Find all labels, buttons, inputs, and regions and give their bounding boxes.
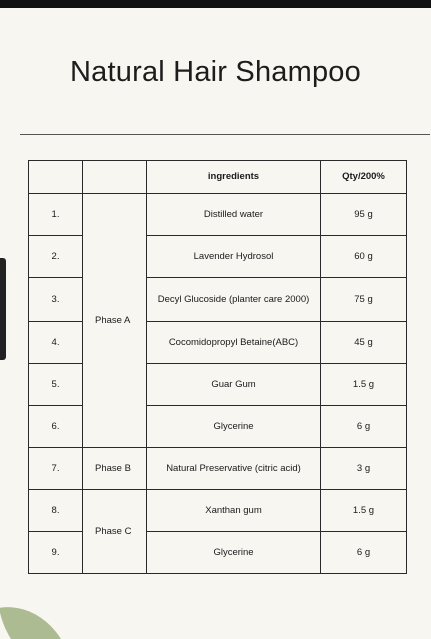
ingredients-table — [28, 160, 407, 574]
phase-cell: Phase A — [83, 194, 147, 448]
qty-cell: 1.5 g — [321, 364, 407, 406]
qty-cell: 75 g — [321, 278, 407, 322]
table-row — [29, 448, 407, 490]
header-phase — [83, 161, 147, 194]
row-number: 2. — [29, 236, 83, 278]
table-row — [29, 490, 407, 532]
header-qty: Qty/200% — [321, 161, 407, 194]
top-bar — [0, 0, 431, 8]
phase-cell: Phase C — [83, 490, 147, 574]
phase-cell: Phase B — [83, 448, 147, 490]
ingredient-cell: Distilled water — [147, 194, 321, 236]
header-num — [29, 161, 83, 194]
qty-cell: 6 g — [321, 406, 407, 448]
ingredient-cell: Natural Preservative (citric acid) — [147, 448, 321, 490]
ingredient-cell: Cocomidopropyl Betaine(ABC) — [147, 322, 321, 364]
ingredient-cell: Glycerine — [147, 532, 321, 574]
table-row — [29, 194, 407, 236]
row-number: 3. — [29, 278, 83, 322]
document-page — [0, 8, 431, 639]
qty-cell: 1.5 g — [321, 490, 407, 532]
qty-cell: 95 g — [321, 194, 407, 236]
row-number: 1. — [29, 194, 83, 236]
header-ingredients: ingredients — [147, 161, 321, 194]
qty-cell: 60 g — [321, 236, 407, 278]
row-number: 6. — [29, 406, 83, 448]
row-number: 4. — [29, 322, 83, 364]
title-divider — [20, 134, 430, 135]
row-number: 9. — [29, 532, 83, 574]
side-tab — [0, 258, 6, 360]
row-number: 5. — [29, 364, 83, 406]
qty-cell: 3 g — [321, 448, 407, 490]
qty-cell: 6 g — [321, 532, 407, 574]
ingredient-cell: Xanthan gum — [147, 490, 321, 532]
leaf-decoration — [0, 597, 73, 639]
ingredient-cell: Decyl Glucoside (planter care 2000) — [147, 278, 321, 322]
qty-cell: 45 g — [321, 322, 407, 364]
ingredient-cell: Glycerine — [147, 406, 321, 448]
row-number: 7. — [29, 448, 83, 490]
ingredient-cell: Lavender Hydrosol — [147, 236, 321, 278]
row-number: 8. — [29, 490, 83, 532]
page-title: Natural Hair Shampoo — [70, 56, 361, 88]
table-header-row — [29, 161, 407, 194]
ingredient-cell: Guar Gum — [147, 364, 321, 406]
